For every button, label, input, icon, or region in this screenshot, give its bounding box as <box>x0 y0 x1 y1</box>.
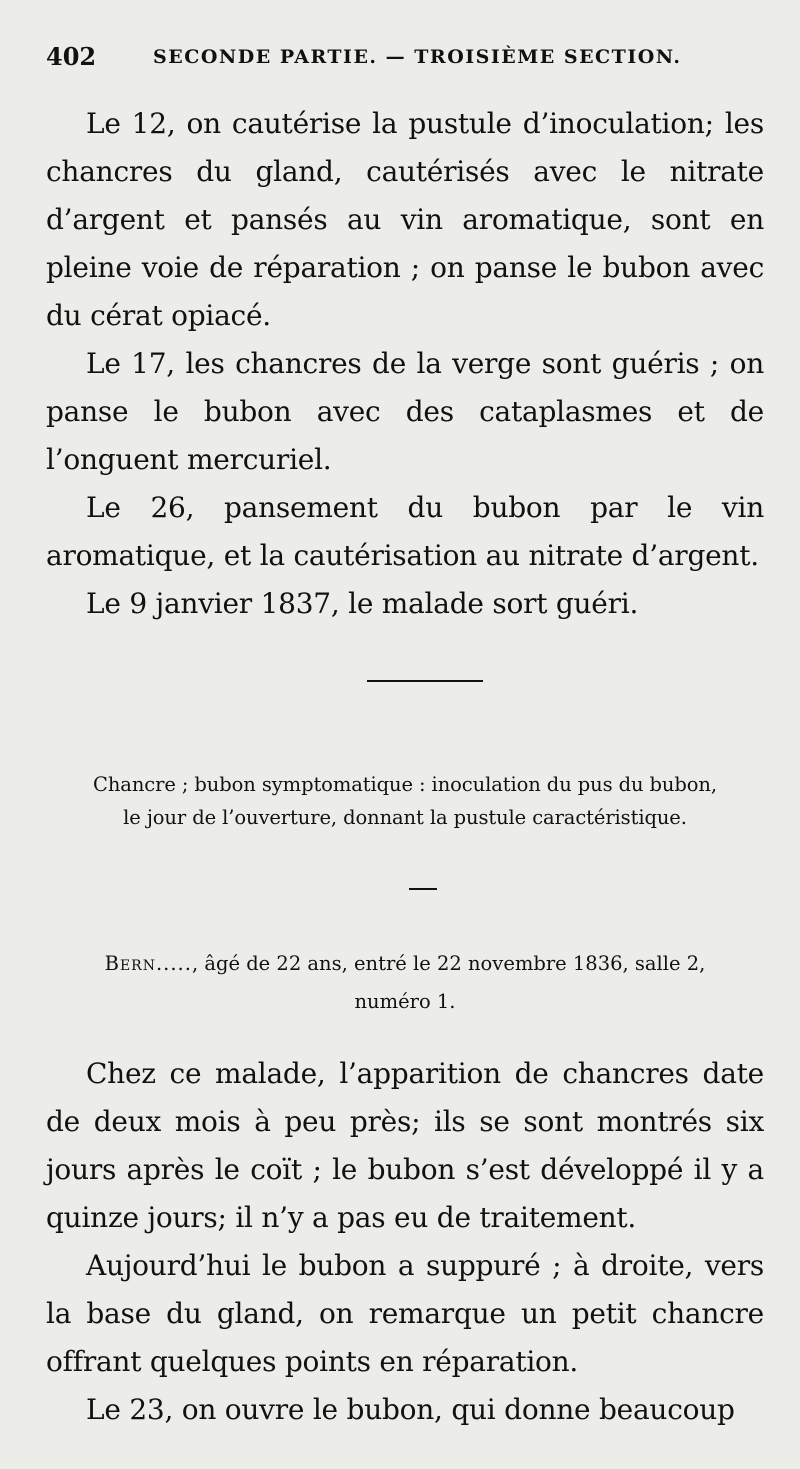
paragraph: Le 17, les chancres de la verge sont guéris ; on panse le bubon avec des cataplasmes et de l’onguent mercuriel. <box>46 347 764 476</box>
patient-line <box>46 945 764 983</box>
page-number: 402 <box>46 42 97 71</box>
text-block-top <box>46 100 764 628</box>
section-divider <box>367 680 483 682</box>
case-title-line: le jour de l’ouverture, donnant la pustule caractéristique. <box>123 806 687 829</box>
patient-details: , âgé de 22 ans, entré le 22 novembre 1836, salle 2, <box>191 952 706 975</box>
paragraph: Le 26, pansement du bubon par le vin aromatique, et la cautérisation au nitrate d’argent. <box>46 491 764 572</box>
patient-name: Bern..... <box>104 952 192 975</box>
case-title-line: Chancre ; bubon symptomatique : inoculation du pus du bubon, <box>93 773 717 796</box>
short-divider <box>409 888 437 890</box>
patient-number: numéro 1. <box>354 990 456 1013</box>
paragraph: Chez ce malade, l’apparition de chancres date de deux mois à peu près; ils se sont montrés six jours après le coït ; le bubon s’est développé il y a quinze jours; il n’y a pas eu de traitement. <box>46 1057 764 1234</box>
page-header <box>46 42 760 72</box>
paragraph: Le 12, on cautérise la pustule d’inoculation; les chancres du gland, cautérisés avec le nitrate d’argent et pansés au vin aromatique, sont en pleine voie de réparation ; on panse le bubon avec du cérat opiacé. <box>46 107 764 332</box>
case-title <box>46 768 764 834</box>
paragraph: Le 23, on ouvre le bubon, qui donne beaucoup <box>86 1393 735 1426</box>
running-head: SECONDE PARTIE. — TROISIÈME SECTION. <box>153 46 682 68</box>
paragraph: Le 9 janvier 1837, le malade sort guéri. <box>86 587 639 620</box>
text-block-bottom <box>46 1050 764 1434</box>
patient-info <box>46 945 764 1021</box>
paragraph: Aujourd’hui le bubon a suppuré ; à droite, vers la base du gland, on remarque un petit chancre offrant quelques points en réparation. <box>46 1249 764 1378</box>
